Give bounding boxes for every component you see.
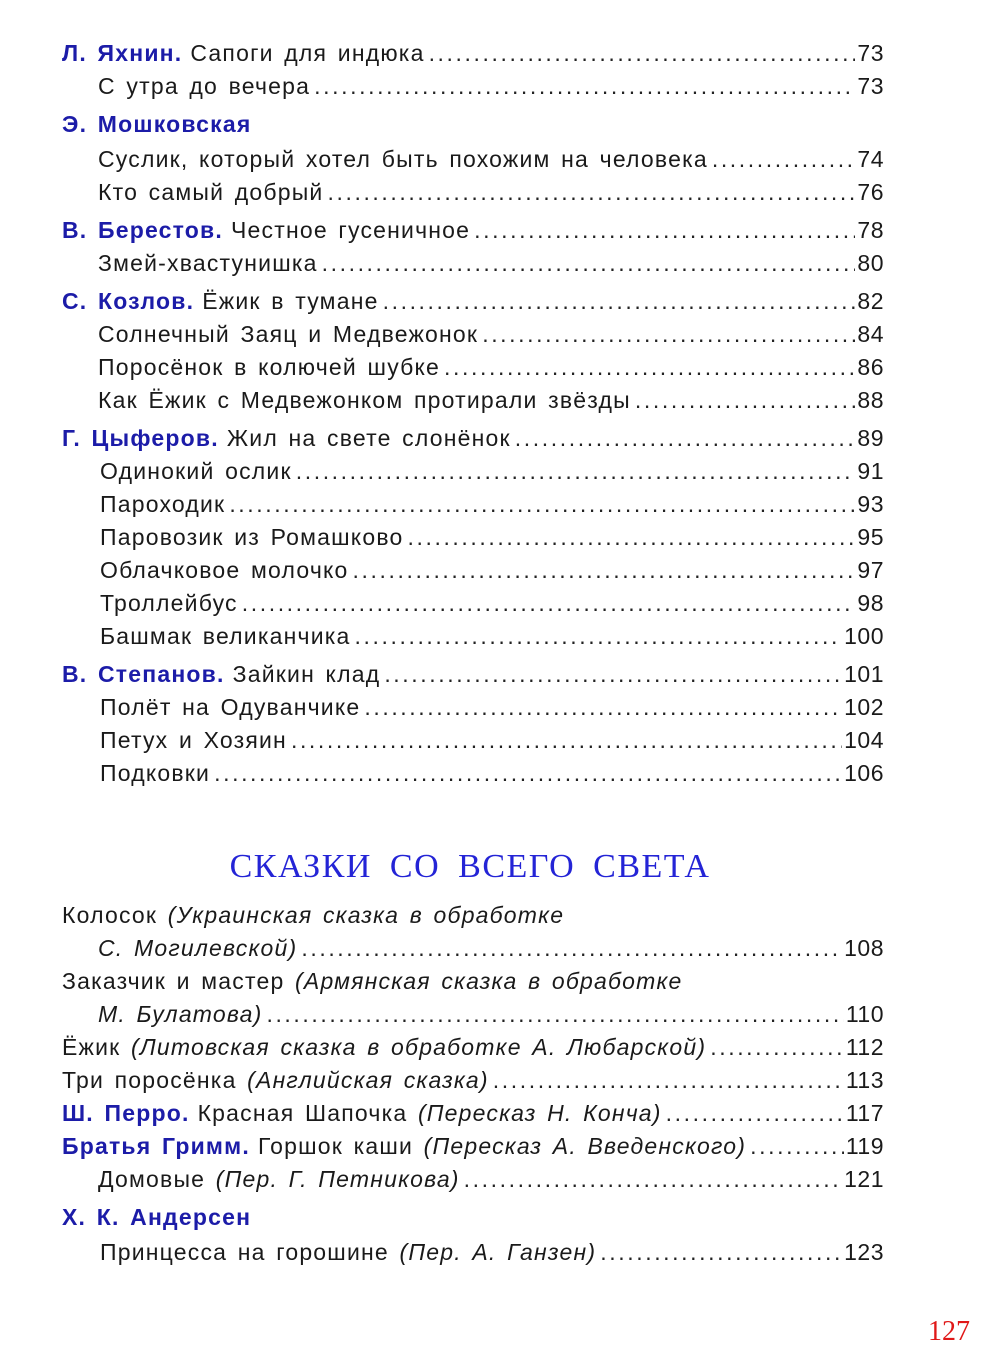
entry-title: Кто самый добрый [98,179,324,205]
dot-leader [322,250,856,277]
page-number: 86 [857,354,884,380]
page-number: 97 [857,557,884,583]
author-heading [62,1204,884,1239]
entry-title: Честное гусеничное [230,217,471,243]
dot-leader [635,387,856,414]
table-of-contents [62,40,884,793]
dot-leader [296,458,856,485]
toc-entry[interactable] [62,1067,884,1100]
author-name: Л. Яхнин. [62,40,183,66]
entry-title: Заказчик и мастер [62,968,285,994]
toc-entry[interactable] [62,1239,884,1272]
page-number: 106 [844,760,884,786]
entry-note: (Пересказ А. Введенского) [423,1133,747,1159]
toc-entry[interactable] [62,968,884,1001]
dot-leader [750,1133,844,1160]
dot-leader [364,694,842,721]
page-number: 104 [844,727,884,753]
page-number: 88 [857,387,884,413]
author-name: В. Берестов. [62,217,223,243]
page-number: 82 [857,288,884,314]
author-name: В. Степанов. [62,661,225,687]
dot-leader [353,557,856,584]
page-number: 113 [845,1067,884,1093]
page-number: 101 [844,661,884,687]
toc-entry[interactable] [62,73,884,106]
page-number: 98 [857,590,884,616]
toc-entry[interactable] [62,354,884,387]
entry-title: Принцесса на горошине [100,1239,389,1265]
entry-note: (Армянская сказка в обработке [295,968,683,994]
dot-leader [429,40,856,67]
table-of-contents-section-2 [62,902,884,1272]
page-number: 112 [845,1034,884,1060]
page-folio-number: 127 [928,1316,970,1347]
toc-entry[interactable] [62,902,884,935]
toc-entry[interactable] [62,491,884,524]
toc-entry[interactable] [62,1133,884,1166]
entry-title: Жил на свете слонёнок [226,425,511,451]
dot-leader [482,321,855,348]
entry-title: Суслик, который хотел быть похожим на человека [98,146,708,172]
entry-title: Одинокий ослик [100,458,292,484]
entry-title: Горшок каши [257,1133,414,1159]
dot-leader [327,179,855,206]
toc-entry[interactable] [62,425,884,458]
toc-entry[interactable] [62,661,884,694]
entry-title: Зайкин клад [232,661,381,687]
entry-title: Красная Шапочка [197,1100,408,1126]
entry-note: (Украинская сказка в обработке [167,902,565,928]
toc-entry[interactable] [62,40,884,73]
entry-title: Сапоги для индюка [190,40,425,66]
entry-title: Поросёнок в колючей шубке [98,354,441,380]
page-number: 108 [844,935,884,961]
dot-leader [229,491,855,518]
toc-entry[interactable] [62,288,884,321]
dot-leader [355,623,843,650]
page-number: 119 [845,1133,884,1159]
author-name: Х. К. Андерсен [62,1204,252,1230]
toc-entry[interactable] [62,557,884,590]
dot-leader [242,590,856,617]
toc-entry[interactable] [62,217,884,250]
entry-title: Облачковое молочко [100,557,349,583]
dot-leader [383,288,856,315]
entry-title: Петух и Хозяин [100,727,287,753]
toc-entry[interactable] [62,727,884,760]
dot-leader [214,760,842,787]
entry-note: (Английская сказка) [247,1067,489,1093]
section-heading: СКАЗКИ СО ВСЕГО СВЕТА [229,848,711,885]
toc-entry[interactable] [62,590,884,623]
toc-entry-continuation[interactable] [62,1001,884,1034]
page-number: 123 [844,1239,884,1265]
entry-title: Змей-хвастунишка [98,250,318,276]
toc-entry[interactable] [62,524,884,557]
page-number: 110 [845,1001,884,1027]
dot-leader [710,1034,844,1061]
page-number: 100 [844,623,884,649]
toc-entry[interactable] [62,1034,884,1067]
page-number: 74 [857,146,884,172]
page-number: 80 [857,250,884,276]
entry-title: Колосок [62,902,158,928]
toc-entry[interactable] [62,623,884,656]
entry-title: Полёт на Одуванчике [100,694,361,720]
entry-title: Как Ёжик с Медвежонком протирали звёзды [98,387,631,413]
entry-note: С. Могилевской) [98,935,298,961]
entry-note: М. Булатова) [98,1001,263,1027]
entry-title: Ёжик в тумане [202,288,379,314]
entry-note: (Пер. А. Ганзен) [399,1239,597,1265]
toc-entry[interactable] [62,760,884,793]
page-number: 73 [857,40,884,66]
entry-title: С утра до вечера [98,73,311,99]
dot-leader [266,1001,843,1028]
page-number: 93 [857,491,884,517]
entry-title: Троллейбус [100,590,238,616]
entry-note: (Пер. Г. Петникова) [215,1166,460,1192]
toc-entry[interactable] [62,694,884,727]
author-name: Ш. Перро. [62,1100,190,1126]
page-number: 91 [857,458,884,484]
entry-title: Подковки [100,760,211,786]
dot-leader [493,1067,844,1094]
entry-note: (Пересказ Н. Конча) [417,1100,662,1126]
dot-leader [464,1166,842,1193]
entry-title: Башмак великанчика [100,623,351,649]
entry-title: Три поросёнка [62,1067,237,1093]
toc-entry[interactable] [62,179,884,212]
dot-leader [407,524,855,551]
page-number: 76 [857,179,884,205]
page-number: 73 [857,73,884,99]
entry-note: (Литовская сказка в обработке А. Любарской) [131,1034,707,1060]
page-number: 95 [857,524,884,550]
dot-leader [515,425,856,452]
dot-leader [384,661,842,688]
author-name: Братья Гримм. [62,1133,250,1159]
dot-leader [712,146,856,173]
author-name: Э. Мошковская [62,111,252,137]
entry-title: Домовые [98,1166,206,1192]
toc-entry[interactable] [62,387,884,420]
toc-entry-continuation[interactable] [62,935,884,968]
author-name: С. Козлов. [62,288,195,314]
dot-leader [474,217,855,244]
entry-title: Паровозик из Ромашково [100,524,404,550]
dot-leader [301,935,842,962]
dot-leader [666,1100,844,1127]
toc-entry[interactable] [62,458,884,491]
page-number: 89 [857,425,884,451]
entry-title: Пароходик [100,491,226,517]
toc-entry[interactable] [62,1100,884,1133]
dot-leader [600,1239,842,1266]
author-name: Г. Цыферов. [62,425,219,451]
toc-entry[interactable] [62,321,884,354]
toc-entry[interactable] [62,1166,884,1199]
author-heading [62,111,884,146]
dot-leader [444,354,855,381]
toc-entry[interactable] [62,250,884,283]
dot-leader [291,727,842,754]
page-number: 102 [844,694,884,720]
page-number: 84 [857,321,884,347]
toc-entry[interactable] [62,146,884,179]
entry-title: Ёжик [62,1034,121,1060]
dot-leader [314,73,855,100]
entry-title: Солнечный Заяц и Медвежонок [98,321,479,347]
page-number: 117 [845,1100,884,1126]
page-number: 78 [857,217,884,243]
page-number: 121 [844,1166,884,1192]
